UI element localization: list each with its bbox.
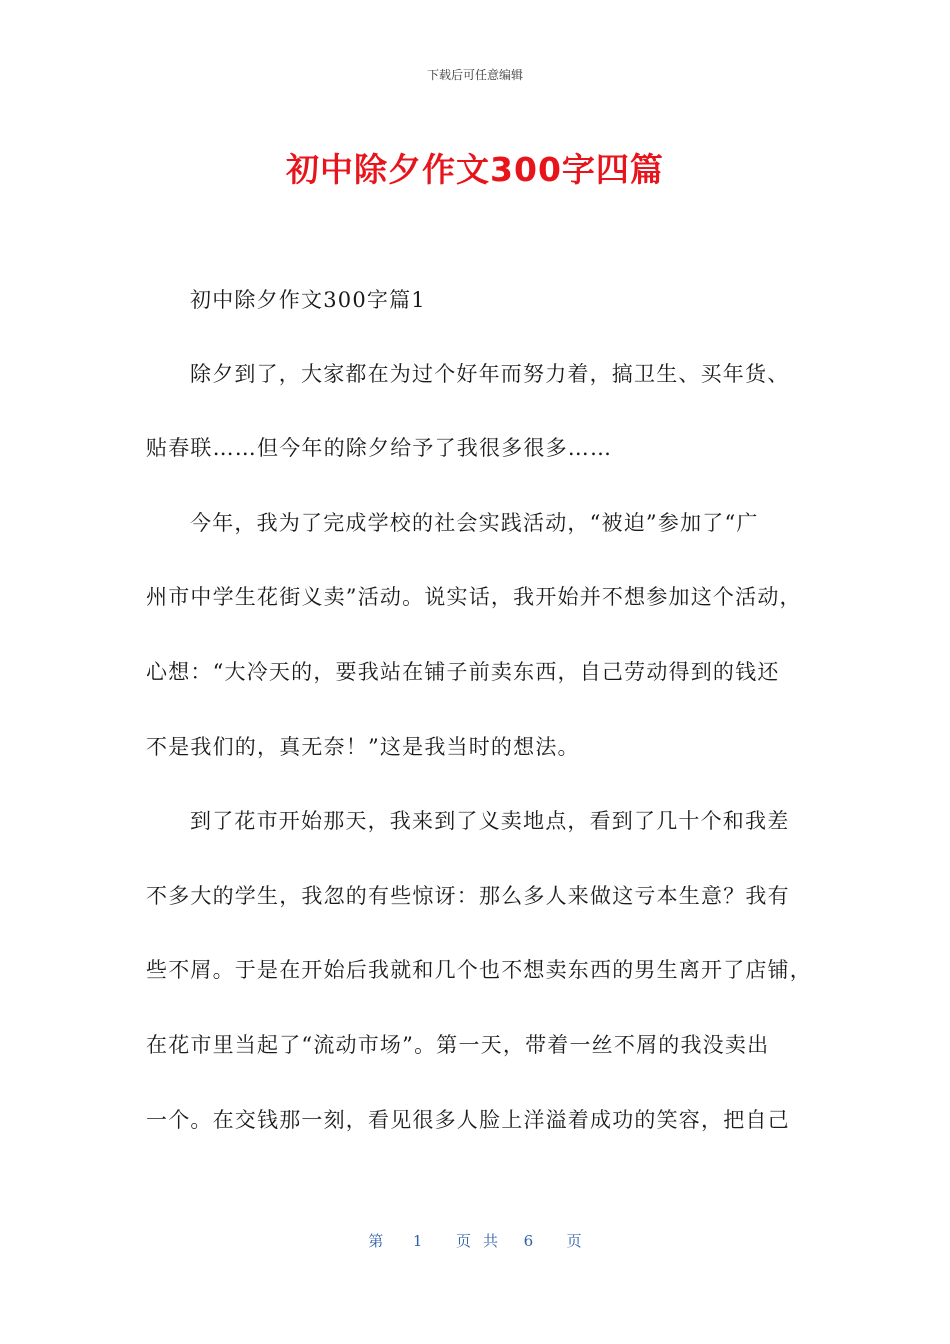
header-note: 下载后可任意编辑 bbox=[426, 68, 523, 82]
footer-prefix: 第 bbox=[368, 1232, 384, 1250]
body-line: 一个。在交钱那一刻，看见很多人脸上洋溢着成功的笑容，把自己 bbox=[146, 1108, 790, 1132]
page-footer bbox=[0, 1230, 950, 1251]
body-line: 贴春联……但今年的除夕给予了我很多很多…… bbox=[146, 436, 613, 460]
body-line: 些不屑。于是在开始后我就和几个也不想卖东西的男生离开了店铺， bbox=[146, 958, 812, 982]
total-pages: 6 bbox=[523, 1232, 534, 1250]
body-line: 心想：“大冷天的，要我站在铺子前卖东西，自己劳动得到的钱还 bbox=[146, 660, 780, 684]
page-title: 初中除夕作文300字四篇 bbox=[286, 150, 664, 189]
current-page: 1 bbox=[412, 1232, 423, 1250]
body-line: 不多大的学生，我忽的有些惊讶：那么多人来做这亏本生意？我有 bbox=[146, 884, 790, 908]
body-line: 今年，我为了完成学校的社会实践活动，“被迫”参加了“广 bbox=[190, 511, 759, 535]
footer-middle: 页共 bbox=[455, 1232, 510, 1250]
body-line: 州市中学生花街义卖”活动。说实话，我开始并不想参加这个活动， bbox=[146, 585, 802, 609]
body-line: 到了花市开始那天，我来到了义卖地点，看到了几十个和我差 bbox=[190, 809, 790, 833]
body-line: 在花市里当起了“流动市场”。第一天，带着一丝不屑的我没卖出 bbox=[146, 1033, 770, 1057]
body-line: 不是我们的，真无奈！”这是我当时的想法。 bbox=[146, 735, 580, 759]
section-heading: 初中除夕作文300字篇1 bbox=[190, 288, 426, 312]
body-line: 除夕到了，大家都在为过个好年而努力着，搞卫生、买年货、 bbox=[190, 362, 790, 386]
footer-suffix: 页 bbox=[566, 1232, 582, 1250]
